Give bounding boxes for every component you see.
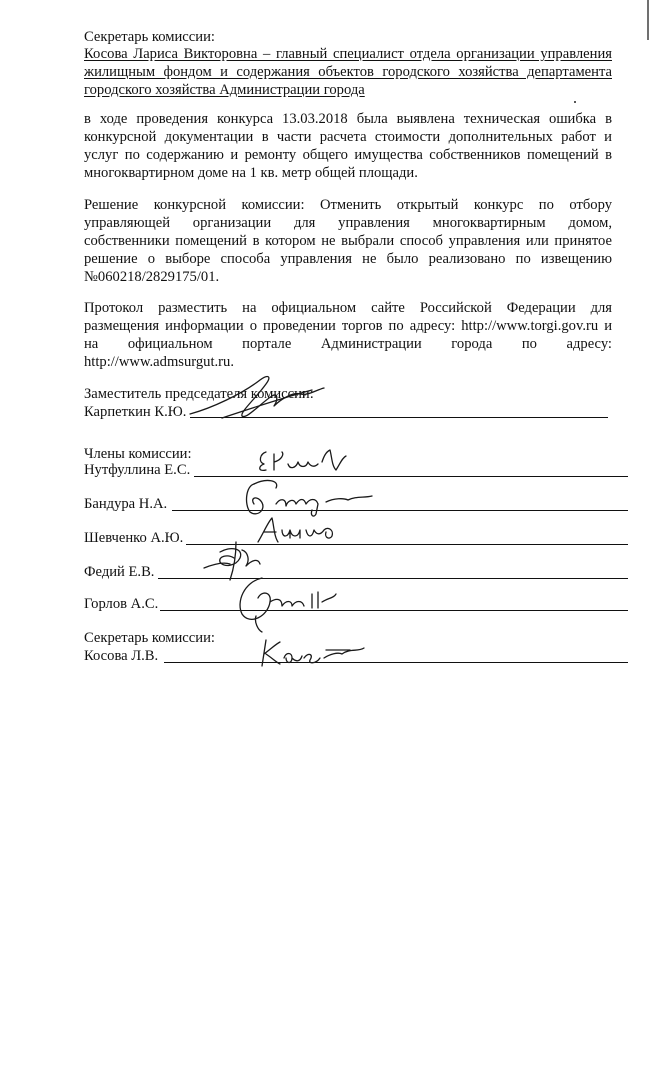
decision-paragraph-line-2: управляющей организации для управления многоквартирным домом,	[84, 215, 612, 231]
error-paragraph-line-4: многоквартирном доме на 1 кв. метр общей площади.	[84, 165, 418, 181]
member-name-2: Бандура Н.А.	[84, 496, 168, 512]
secretary-signature-line	[164, 662, 628, 663]
protocol-paragraph-line-1: Протокол разместить на официальном сайте Российской Федерации для	[84, 300, 612, 316]
member-name-3: Шевченко А.Ю.	[84, 530, 184, 546]
members-title: Члены комиссии:	[84, 446, 192, 462]
ink-speck	[574, 101, 576, 103]
decision-paragraph-line-4: решение о выборе способа управления не было реализовано по извещению	[84, 251, 612, 267]
protocol-paragraph-line-3: на официальном портале Администрации города по адресу:	[84, 336, 612, 352]
secretary-title: Секретарь комиссии:	[84, 630, 215, 646]
protocol-paragraph-line-4: http://www.admsurgut.ru.	[84, 354, 234, 370]
secretary-header-line-2: жилищным фондом и содержания объектов городского хозяйства департамента	[84, 64, 612, 80]
member-name-4: Федий Е.В.	[84, 564, 155, 580]
decision-paragraph-line-1: Решение конкурсной комиссии: Отменить открытый конкурс по отбору	[84, 197, 612, 213]
deputy-name: Карпеткин К.Ю.	[84, 404, 187, 420]
deputy-signature	[182, 368, 332, 424]
member-signature-5	[232, 572, 352, 634]
member-signature-line-5	[160, 610, 628, 611]
member-signature-1	[252, 444, 352, 478]
protocol-paragraph-line-2: размещения информации о проведении торгов по адресу: http://www.torgi.gov.ru и	[84, 318, 612, 334]
deputy-title: Заместитель председателя комиссии:	[84, 386, 314, 402]
secretary-header-line-1: Косова Лариса Викторовна – главный специалист отдела организации управления	[84, 46, 612, 62]
error-paragraph-line-1: в ходе проведения конкурса 13.03.2018 была выявлена техническая ошибка в	[84, 111, 612, 127]
member-name-1: Нутфуллина Е.С.	[84, 462, 191, 478]
decision-paragraph-line-5: №060218/2829175/01.	[84, 269, 220, 285]
scan-edge-mark	[644, 0, 652, 40]
error-paragraph-line-2: конкурсной документации в части расчета стоимости дополнительных работ и	[84, 129, 612, 145]
secretary-name: Косова Л.В.	[84, 648, 159, 664]
error-paragraph-line-3: услуг по содержанию и ремонту общего имущества собственников помещений в	[84, 147, 612, 163]
secretary-signature	[254, 634, 374, 670]
secretary-header-title: Секретарь комиссии:	[84, 29, 215, 45]
member-name-5: Горлов А.С.	[84, 596, 159, 612]
decision-paragraph-line-3: собственники помещений в котором не выбрали способ управления или принятое	[84, 233, 612, 249]
secretary-header-line-3: городского хозяйства Администрации города	[84, 82, 365, 98]
